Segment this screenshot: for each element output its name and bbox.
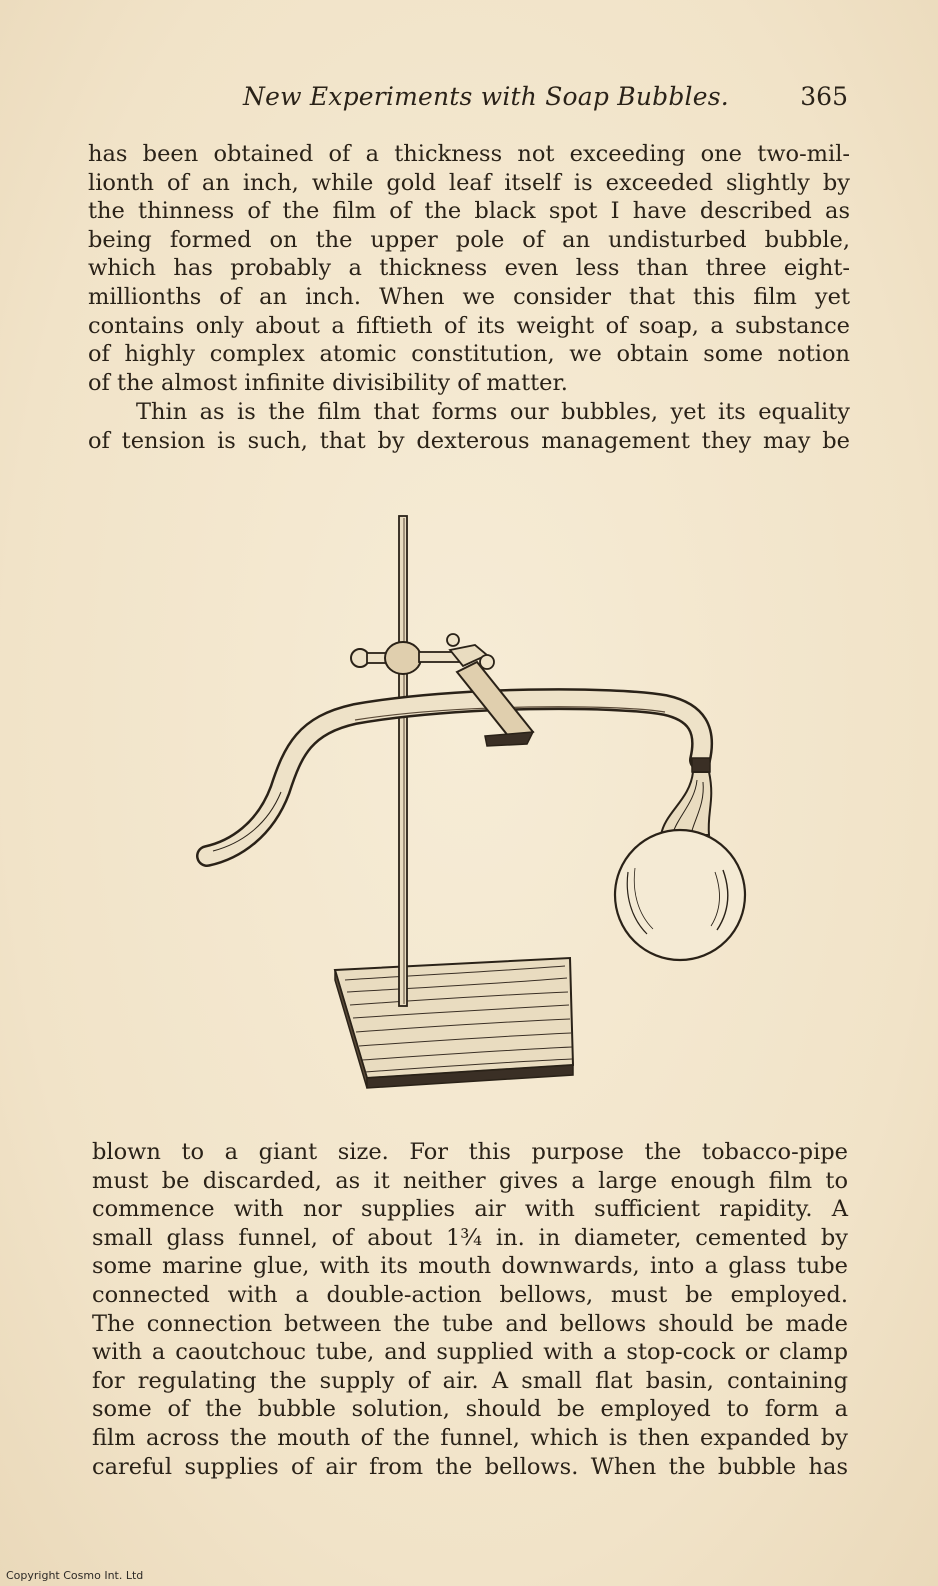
text-line: which has probably a thickness even less than three eight- [88,255,850,282]
text-line: blown to a giant size. For this purpose the tobacco-pipe [92,1139,848,1165]
text-line: millionths of an inch. When we consider that this film yet [88,283,850,310]
text-line: small glass funnel, of about 1¾ in. in diameter, cemented by [92,1224,848,1251]
text-line: careful supplies of air from the bellows. When the bubble has [92,1453,848,1480]
text-line: must be discarded, as it neither gives a large enough film to [92,1167,848,1194]
text-line: Thin as is the film that forms our bubbles, yet its equality [136,399,850,425]
text-line: contains only about a fiftieth of its weight of soap, a substance [88,312,850,339]
text-line: some of the bubble solution, should be employed to form a [92,1396,848,1423]
text-line: of the almost infinite divisibility of matter. [88,369,568,396]
paragraph-giant-bubble [92,1138,848,1481]
text-line: of highly complex atomic constitution, we obtain some notion [88,341,850,368]
paragraph-tension [88,398,850,455]
text-line: for regulating the supply of air. A small flat basin, containing [92,1367,848,1394]
funnel-icon [661,758,711,835]
page-number: 365 [800,82,848,111]
paragraph-divisibility [88,140,850,397]
copyright-credit: Copyright Cosmo Int. Ltd [6,1569,144,1582]
running-head [88,82,848,114]
text-line: The connection between the tube and bellows should be made [92,1310,848,1337]
text-line: of tension is such, that by dexterous management they may be [88,427,850,454]
text-line: commence with nor supplies air with sufficient rapidity. A [92,1196,848,1223]
text-line: film across the mouth of the funnel, which is then expanded by [92,1424,848,1451]
text-line: being formed on the upper pole of an undisturbed bubble, [88,226,850,253]
text-line: lionth of an inch, while gold leaf itself is exceeded slightly by [88,169,850,196]
glass-tube-icon [207,699,702,856]
wooden-base-icon [335,958,573,1088]
text-line: with a caoutchouc tube, and supplied with a stop-cock or clamp [92,1339,848,1366]
text-line: some marine glue, with its mouth downwards, into a glass tube [92,1253,848,1280]
bubble-apparatus-illustration [195,500,755,1100]
text-line: the thinness of the film of the black spot I have described as [88,198,850,225]
retort-stand-rod-icon [399,516,407,1006]
soap-bubble-icon [615,830,745,960]
running-title: New Experiments with Soap Bubbles. [243,82,729,111]
text-line: has been obtained of a thickness not exceeding one two-mil- [88,141,850,167]
text-line: connected with a double-action bellows, must be employed. [92,1281,848,1308]
